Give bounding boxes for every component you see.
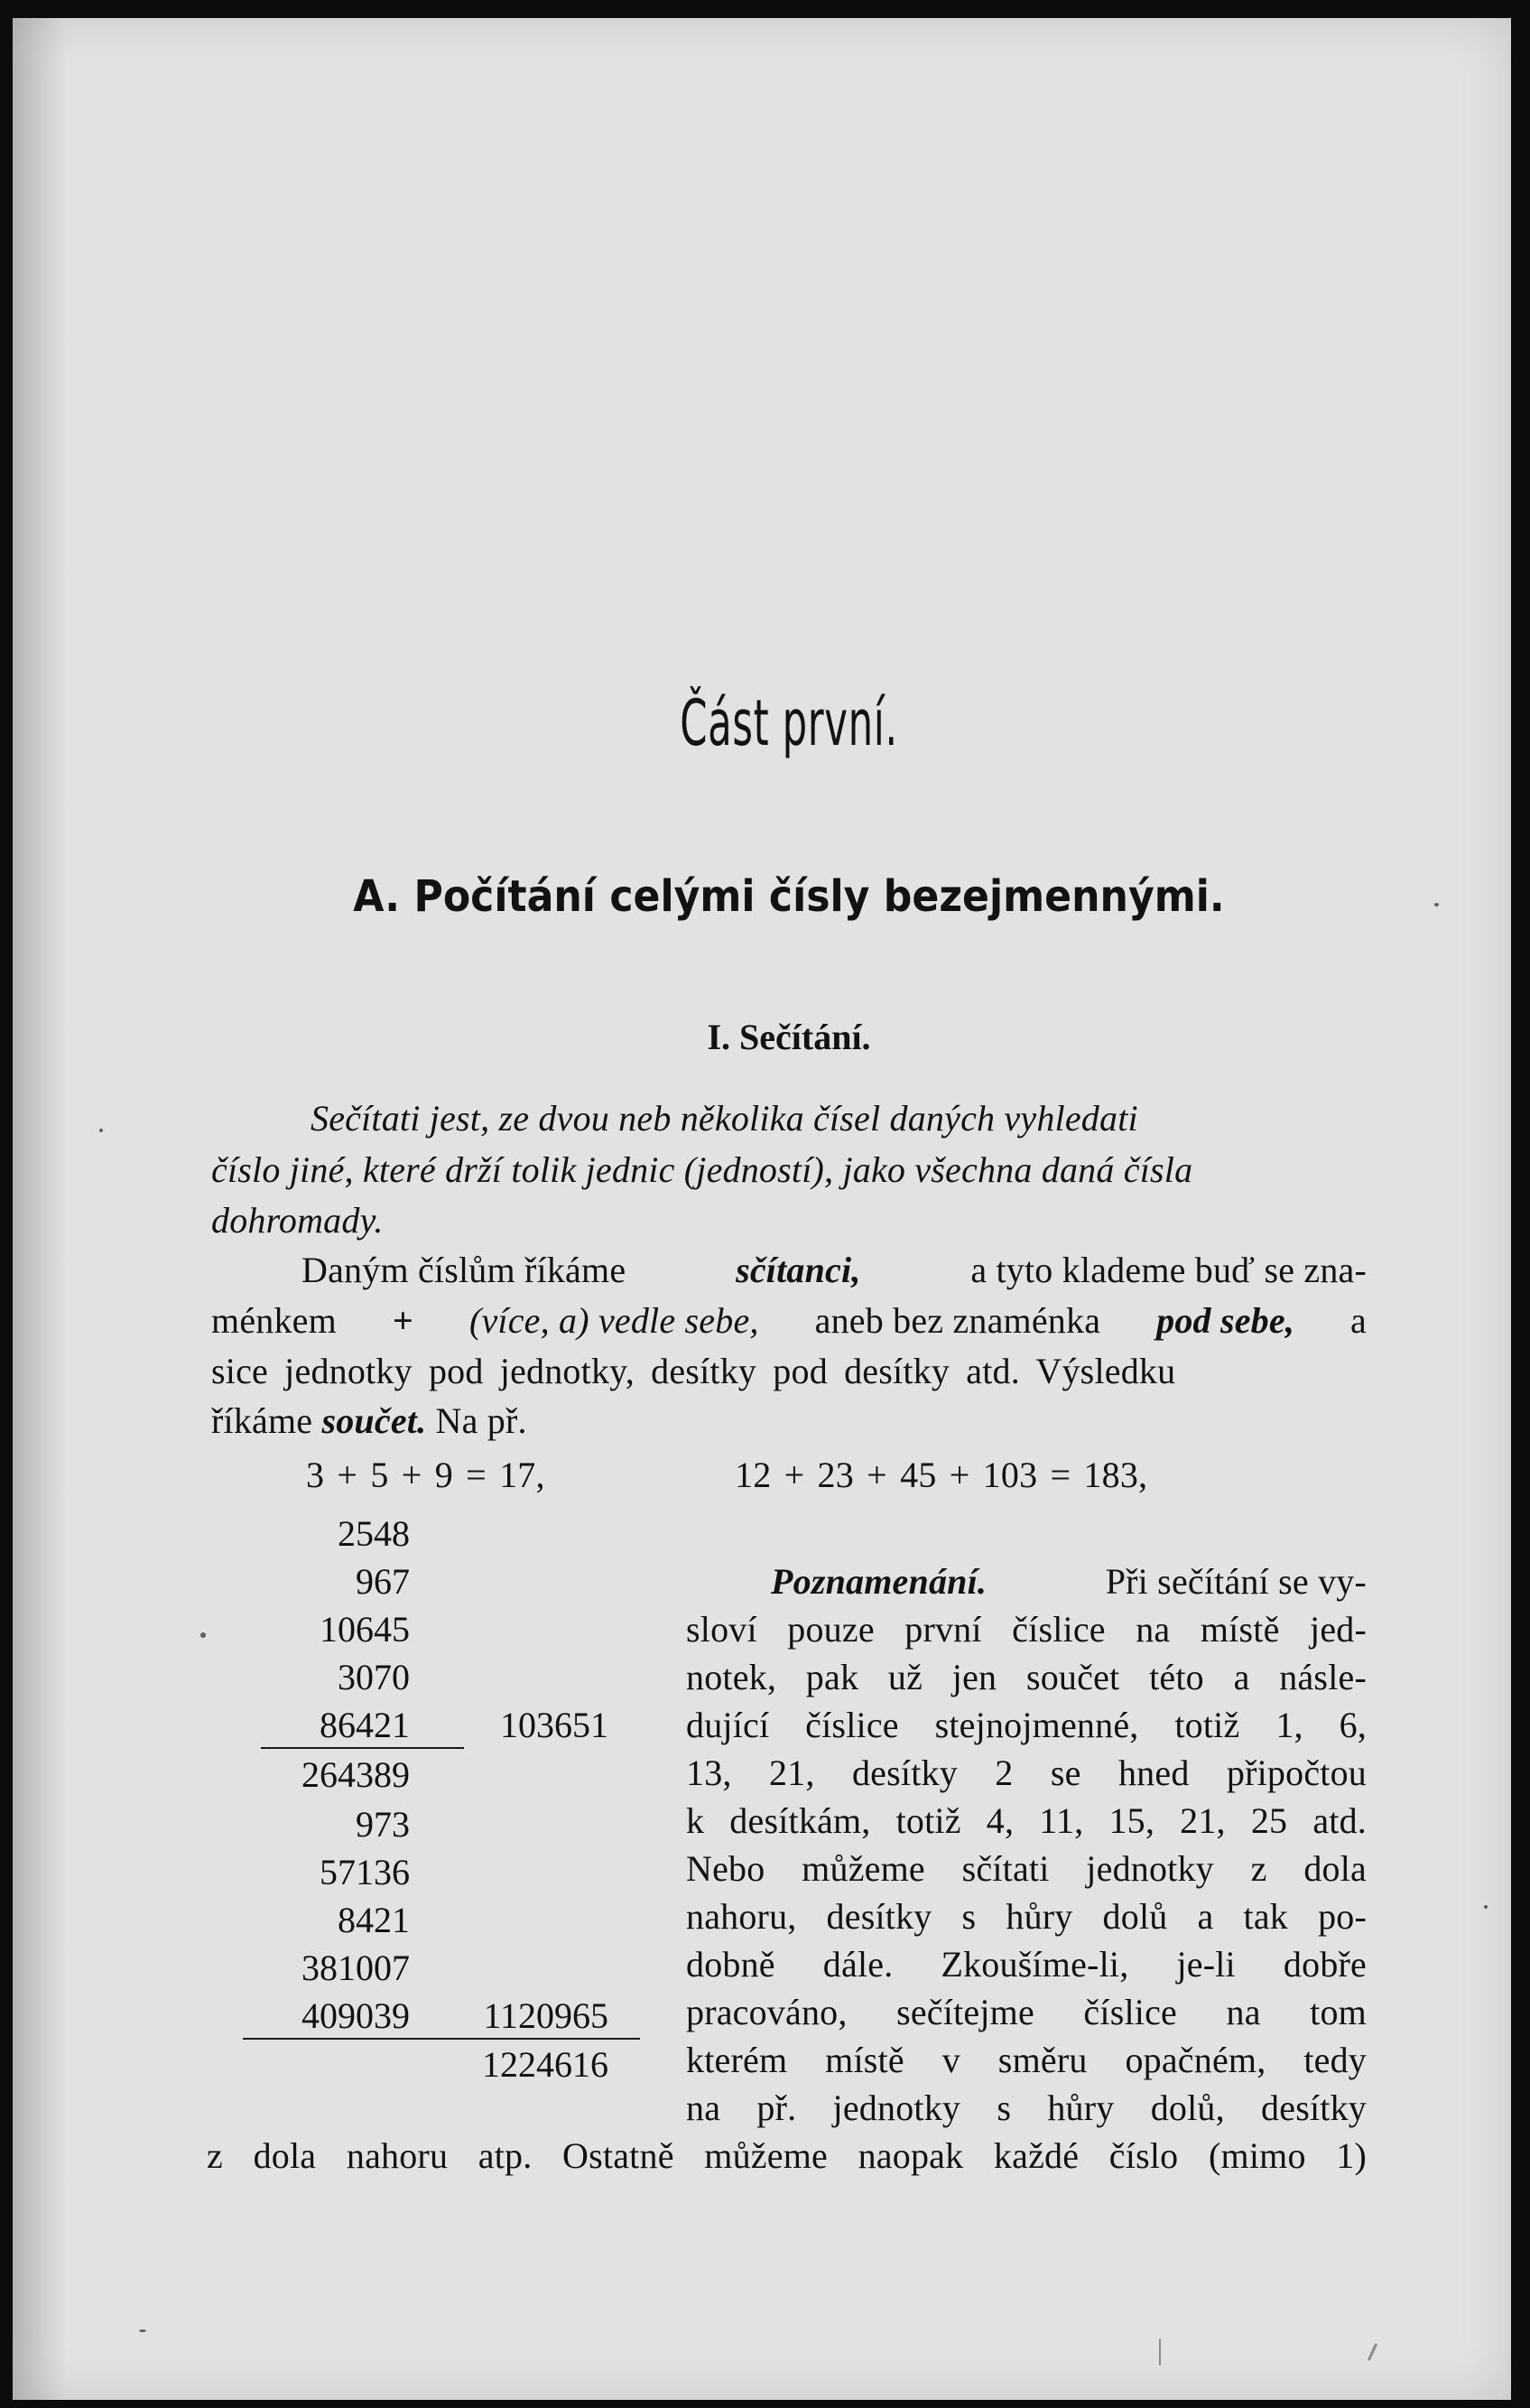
column-number: 973	[356, 1804, 410, 1845]
para2-line-1	[301, 1249, 1367, 1291]
section-title: A. Počítání celými čísly bezejmennými.	[353, 871, 1225, 922]
chapter-title: I. Sečítání.	[707, 1017, 871, 1057]
column-number: 57136	[320, 1852, 410, 1892]
term-scitanci: sčítanci,	[736, 1250, 861, 1290]
note-line: k desítkám, totiž 4, 11, 15, 21, 25 atd.	[686, 1800, 1367, 1841]
para2-text: aneb bez znaménka	[814, 1300, 1101, 1341]
para2-text: říkáme	[211, 1400, 313, 1441]
note-line: dující číslice stejnojmenné, totiž 1, 6,	[686, 1705, 1367, 1745]
ink-speck	[1484, 1905, 1488, 1909]
note-line: na př. jednotky s hůry dolů, desítky	[686, 2087, 1367, 2128]
note-line: sloví pouze první číslice na místě jed-	[686, 1609, 1367, 1650]
definition-line-3: dohromady.	[211, 1200, 384, 1241]
note-line: Nebo můžeme sčítati jednotky z dola	[686, 1848, 1367, 1889]
column-number: 3070	[338, 1657, 410, 1697]
note-line: nahoru, desítky s hůry dolů a tak po-	[686, 1896, 1367, 1937]
para2-text: Na př.	[435, 1400, 527, 1441]
term-vedle-sebe: (více, a) vedle sebe,	[468, 1300, 759, 1341]
page-edge-shadow	[13, 18, 67, 2400]
ink-speck	[1368, 2343, 1377, 2360]
sum-rule	[261, 1747, 464, 1749]
ink-speck	[200, 1632, 206, 1638]
note-label: Poznamenání.	[771, 1561, 988, 1602]
column-number: 2548	[338, 1513, 410, 1554]
sum-rule	[243, 2038, 640, 2040]
para2-text: a tyto klademe buď se zna-	[970, 1250, 1367, 1290]
column-number: 86421	[320, 1705, 410, 1745]
side-sum: 1120965	[483, 1995, 608, 2036]
example-1: 3 + 5 + 9 = 17,	[306, 1455, 545, 1495]
column-number: 409039	[301, 1995, 410, 2036]
example-2: 12 + 23 + 45 + 103 = 183,	[735, 1455, 1148, 1495]
part-title: Část první.	[680, 686, 898, 760]
para2-line-2	[211, 1299, 1367, 1342]
column-number: 10645	[320, 1609, 410, 1650]
note-line: 13, 21, desítky 2 se hned připočtou	[686, 1753, 1367, 1793]
note-line: notek, pak už jen součet této a násle-	[686, 1657, 1367, 1697]
note-line: kterém místě v směru opačném, tedy	[686, 2040, 1367, 2080]
note-line: pracováno, sečítejme číslice na tom	[686, 1992, 1367, 2032]
ink-speck	[99, 1129, 103, 1132]
ink-speck	[139, 2329, 146, 2332]
side-sum: 103651	[500, 1705, 608, 1745]
note-line-1	[771, 1560, 1367, 1603]
column-number: 381007	[301, 1948, 410, 1988]
para2-line-4	[211, 1399, 527, 1442]
final-line: z dola nahoru atp. Ostatně můžeme naopak každé číslo (mimo 1)	[207, 2135, 1367, 2176]
column-number: 8421	[338, 1900, 410, 1940]
plus-sign: +	[392, 1300, 413, 1341]
definition-line-1: Sečítati jest, ze dvou neb několika čísel daných vyhledati	[311, 1098, 1138, 1139]
grand-total: 1224616	[482, 2044, 608, 2085]
book-page	[13, 18, 1511, 2400]
para2-text: ménkem	[211, 1300, 337, 1341]
ink-speck	[1434, 903, 1439, 906]
subtotal: 264389	[301, 1754, 410, 1795]
term-soucet: součet.	[321, 1400, 427, 1441]
ink-speck	[1159, 2338, 1161, 2366]
column-number: 967	[356, 1561, 410, 1602]
term-pod-sebe: pod sebe,	[1156, 1300, 1295, 1341]
para2-line-3: sice jednotky pod jednotky, desítky pod desítky atd. Výsledku	[211, 1351, 1176, 1391]
para2-text: a	[1350, 1300, 1367, 1341]
note-text: Při sečítání se vy-	[1105, 1561, 1367, 1602]
definition-line-2: číslo jiné, které drží tolik jednic (jedností), jako všechna daná čísla	[211, 1149, 1193, 1190]
note-line: dobně dále. Zkoušíme-li, je-li dobře	[686, 1944, 1367, 1985]
para2-text: Daným číslům říkáme	[301, 1250, 626, 1290]
